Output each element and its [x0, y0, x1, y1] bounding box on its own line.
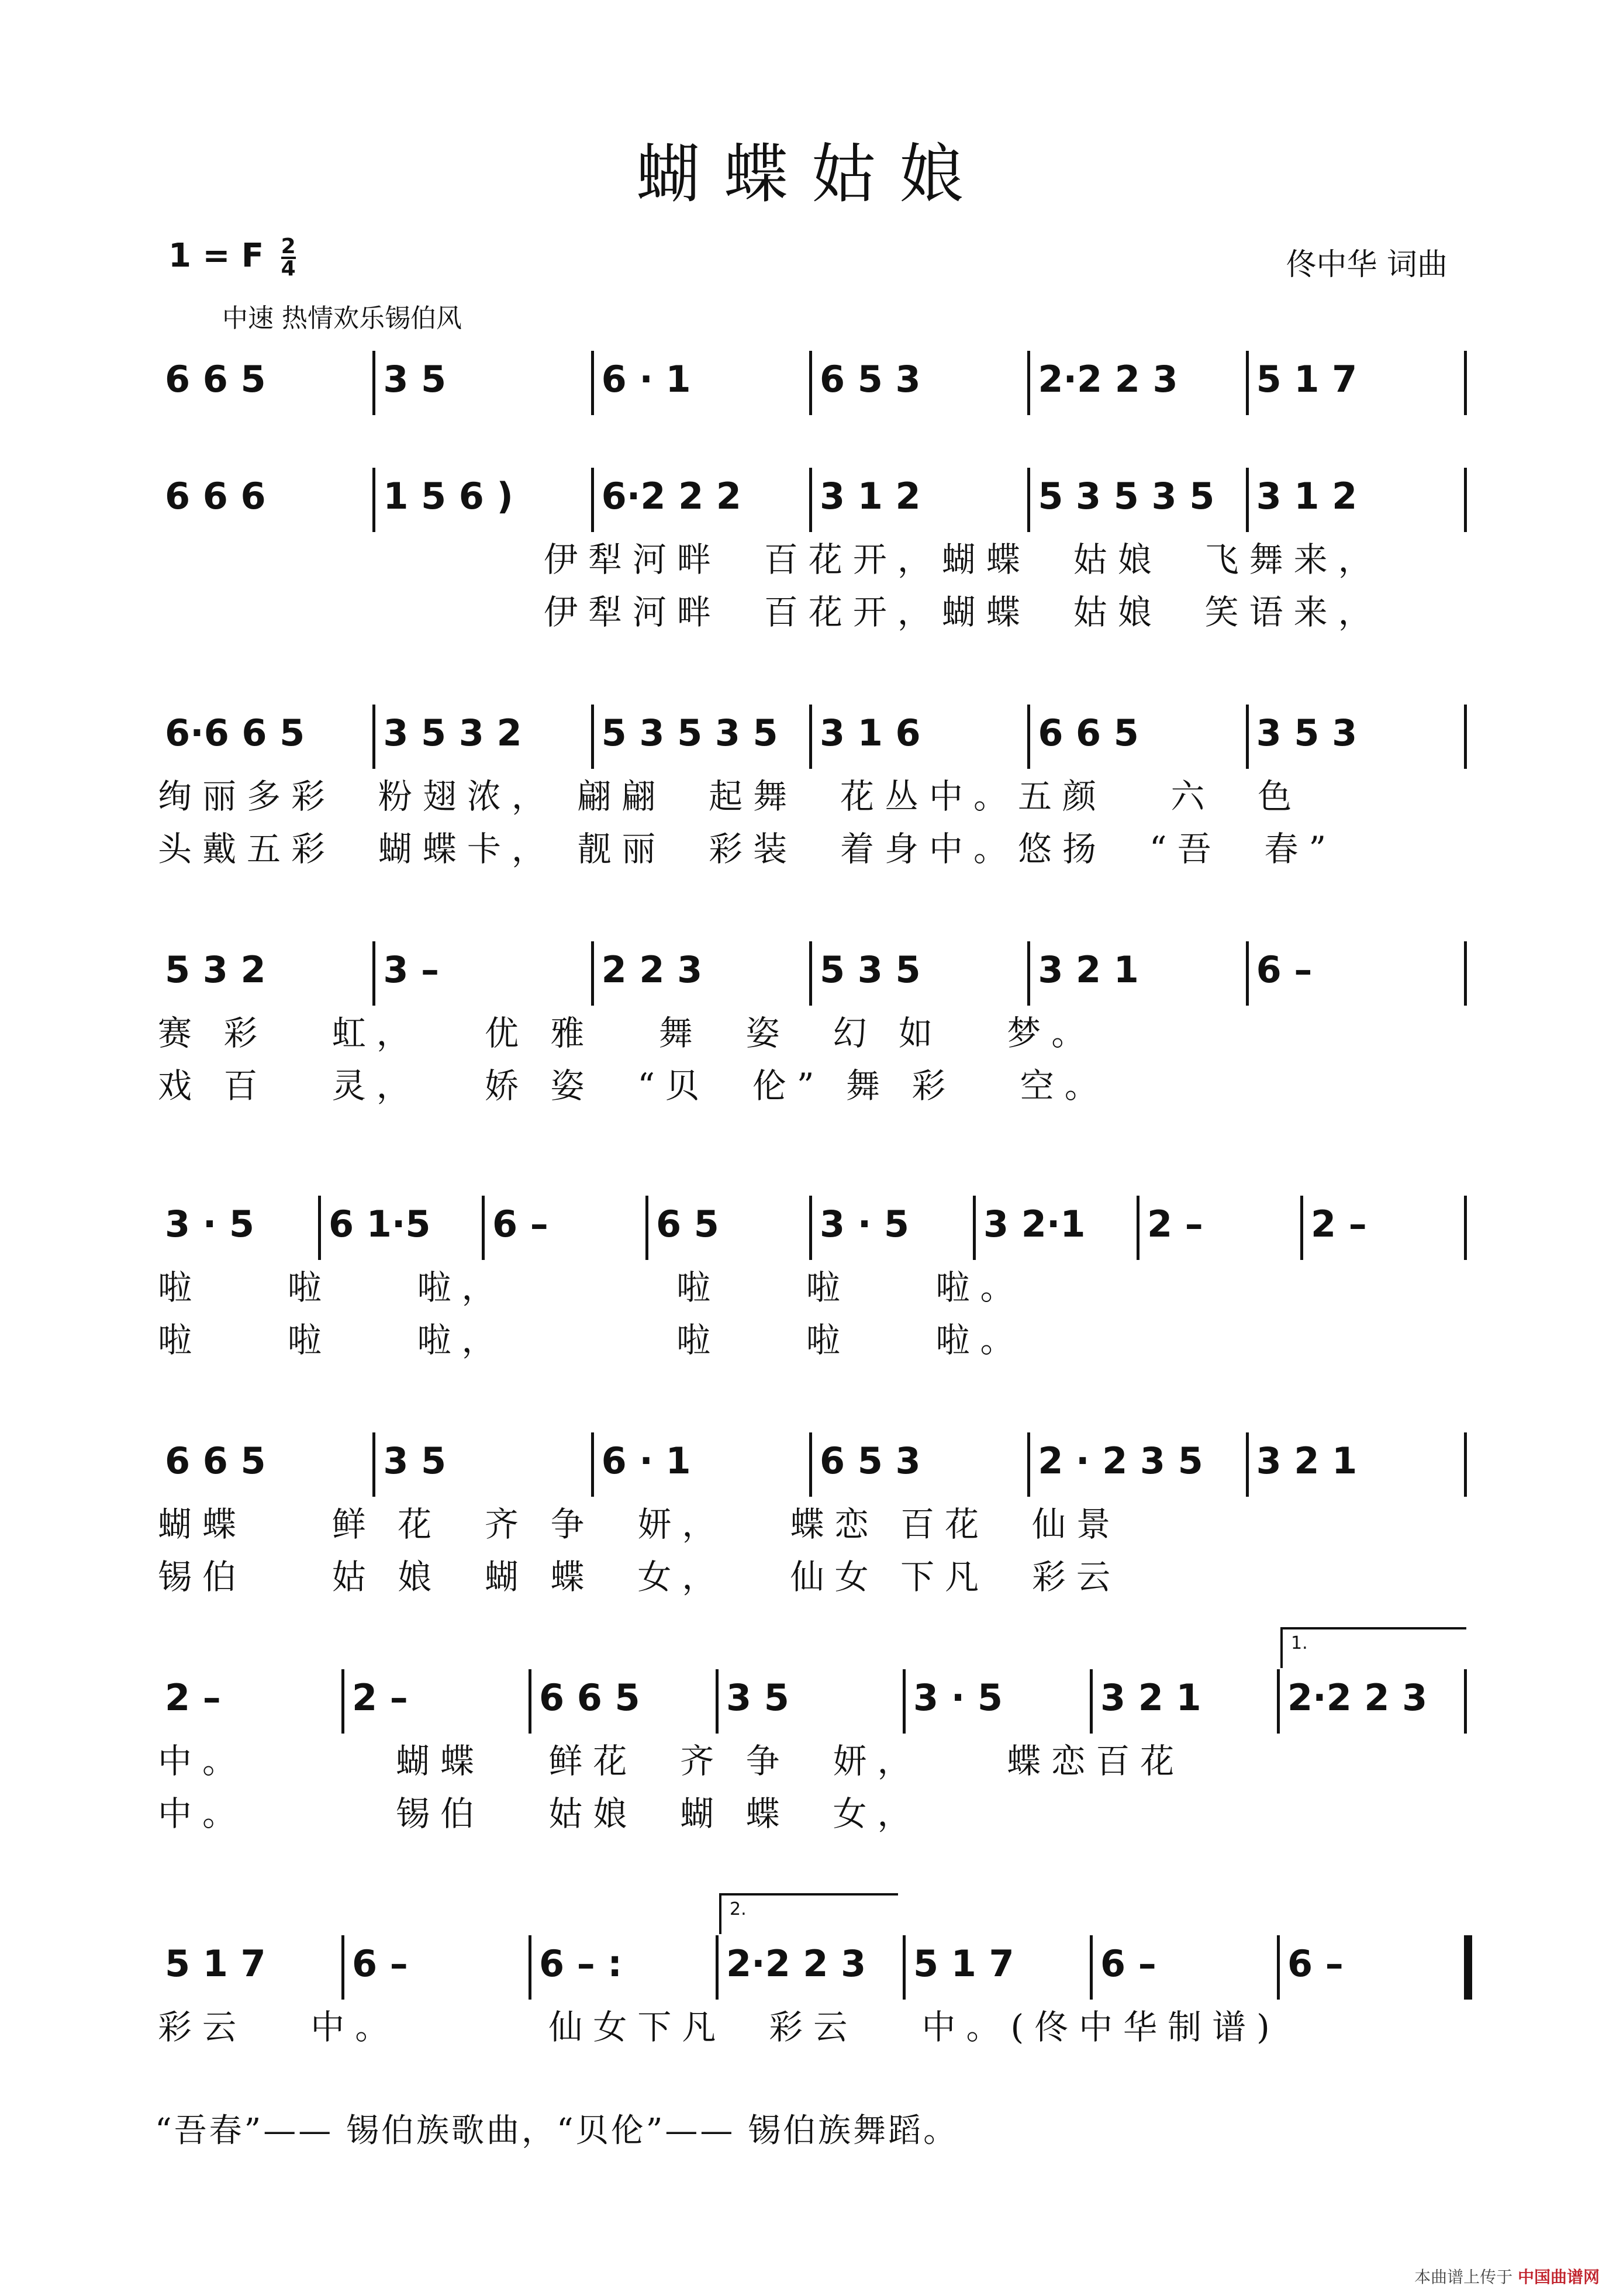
barline	[1464, 941, 1467, 1006]
barline	[1246, 941, 1249, 1006]
barline	[591, 705, 594, 769]
barline	[1464, 351, 1467, 415]
measure: 6·2 2 2	[601, 475, 741, 517]
measure: 3 5 3	[1256, 712, 1358, 754]
note-row	[158, 462, 1467, 532]
barline	[1464, 1196, 1467, 1260]
lyric-line: 啦 啦 啦， 啦 啦 啦。	[158, 1268, 1025, 1307]
barline	[903, 1935, 906, 2000]
measure: 2 –	[1147, 1203, 1203, 1245]
barline	[591, 941, 594, 1006]
lyric-line: 中。 锡伯 姑娘 蝴 蝶 女，	[158, 1794, 922, 1834]
lyric-line	[158, 2052, 1467, 2105]
lyric-line: 戏 百 灵， 娇 姿 “贝 伦” 舞 彩 空。	[158, 1066, 1109, 1106]
barline	[1464, 1669, 1467, 1734]
measure: 3 1 6	[820, 712, 921, 754]
barline	[809, 351, 812, 415]
measure: 6 –	[1287, 1942, 1344, 1985]
measure: 6 6 5	[1038, 712, 1139, 754]
measure: 6 1·5	[329, 1203, 431, 1245]
barline	[1246, 1432, 1249, 1497]
measure: 2·2 2 3	[1038, 358, 1178, 400]
barline	[482, 1196, 485, 1260]
barline	[1464, 705, 1467, 769]
barline	[809, 468, 812, 532]
upload-footer	[1414, 2264, 1600, 2288]
footnote: “吾春”—— 锡伯族歌曲，“贝伦”—— 锡伯族舞蹈。	[155, 2112, 959, 2150]
score-system	[158, 1190, 1467, 1365]
footer-text: 本曲谱上传于	[1414, 2267, 1513, 2287]
lyric-line: 赛 彩 虹， 优 雅 舞 姿 幻 如 梦。	[158, 1013, 1096, 1053]
barline	[809, 941, 812, 1006]
barline	[809, 1196, 812, 1260]
measure: 5 3 2	[165, 948, 266, 991]
note-row	[158, 1899, 1467, 2000]
note-row	[158, 1427, 1467, 1497]
barline	[529, 1935, 531, 2000]
barline	[1464, 1935, 1472, 2000]
composer-credit: 佟中华 词曲	[1286, 247, 1448, 282]
barline	[1464, 468, 1467, 532]
measure: 6 – :	[539, 1942, 623, 1985]
barline	[1027, 351, 1030, 415]
measure: 3 1 2	[820, 475, 921, 517]
lyric-line: 伊犁河畔 百花开，蝴蝶 姑娘 飞舞来，	[544, 540, 1383, 579]
barline	[372, 468, 375, 532]
barline	[1137, 1196, 1139, 1260]
barline	[372, 705, 375, 769]
measure: 5 3 5 3 5	[1038, 475, 1215, 517]
measure: 5 3 5	[820, 948, 921, 991]
measure: 3 2 1	[1038, 948, 1139, 991]
barline	[372, 941, 375, 1006]
barline	[1246, 351, 1249, 415]
lyric-line: 伊犁河畔 百花开，蝴蝶 姑娘 笑语来，	[544, 592, 1383, 632]
barline	[318, 1196, 321, 1260]
lyric-line: 啦 啦 啦， 啦 啦 啦。	[158, 1320, 1025, 1360]
barline	[1464, 1432, 1467, 1497]
barline	[1277, 1935, 1280, 2000]
measure: 2 · 2 3 5	[1038, 1439, 1203, 1482]
note-row	[158, 935, 1467, 1006]
measure: 3 5	[383, 1439, 447, 1482]
measure: 3 5 3 2	[383, 712, 522, 754]
barline	[341, 1935, 344, 2000]
measure: 3 2·1	[983, 1203, 1086, 1245]
measure: 3 · 5	[820, 1203, 910, 1245]
note-row	[158, 1633, 1467, 1734]
measure: 3 · 5	[165, 1203, 255, 1245]
barline	[716, 1669, 719, 1734]
measure: 6 6 5	[165, 358, 266, 400]
measure: 2·2 2 3	[1287, 1676, 1428, 1719]
barline	[1277, 1669, 1280, 1734]
measure: 5 1 7	[165, 1942, 266, 1985]
note-row	[158, 699, 1467, 769]
barline	[645, 1196, 648, 1260]
site-logo: 中国曲谱网	[1517, 2267, 1600, 2287]
measure: 6 –	[1256, 948, 1313, 991]
measure: 1 5 6 )	[383, 475, 513, 517]
volta-bracket: 1.	[1280, 1627, 1466, 1668]
score-system	[158, 1427, 1467, 1602]
measure: 3 2 1	[1256, 1439, 1358, 1482]
barline	[809, 1432, 812, 1497]
barline	[973, 1196, 976, 1260]
lyric-line: 锡伯 姑 娘 蝴 蝶 女， 仙女 下凡 彩云	[158, 1557, 1121, 1597]
score-system	[158, 1633, 1467, 1839]
barline	[1027, 705, 1030, 769]
barline	[1090, 1669, 1093, 1734]
score-system	[158, 462, 1467, 637]
measure: 6 –	[352, 1942, 408, 1985]
lyric-line	[158, 415, 1467, 468]
barline	[1246, 705, 1249, 769]
measure: 6 –	[492, 1203, 548, 1245]
lyric-line: 绚丽多彩 粉翅浓， 翩翩 起舞 花丛中。五颜 六 色	[158, 776, 1303, 816]
measure: 3 1 2	[1256, 475, 1358, 517]
measure: 2 –	[165, 1676, 221, 1719]
measure: 2·2 2 3	[726, 1942, 866, 1985]
measure: 3 5	[726, 1676, 789, 1719]
note-row	[158, 345, 1467, 415]
measure: 3 · 5	[913, 1676, 1003, 1719]
score-system	[158, 935, 1467, 1111]
measure: 5 1 7	[913, 1942, 1014, 1985]
score-system	[158, 699, 1467, 874]
barline	[809, 705, 812, 769]
lyric-line: 中。 蝴蝶 鲜花 齐 争 妍， 蝶恋百花	[158, 1741, 1185, 1781]
barline	[591, 351, 594, 415]
volta-bracket: 2.	[719, 1893, 898, 1934]
measure: 6 –	[1100, 1942, 1156, 1985]
tempo-marking: 中速 热情欢乐锡伯风	[222, 303, 462, 333]
measure: 6 5	[656, 1203, 719, 1245]
barline	[1027, 468, 1030, 532]
barline	[529, 1669, 531, 1734]
time-signature	[281, 234, 296, 281]
barline	[1300, 1196, 1303, 1260]
measure: 6 · 1	[601, 1439, 691, 1482]
key-signature	[168, 234, 296, 281]
measure: 3 2 1	[1100, 1676, 1201, 1719]
measure: 3 –	[383, 948, 440, 991]
barline	[372, 1432, 375, 1497]
score-system	[158, 1899, 1467, 2105]
measure: 2 2 3	[601, 948, 703, 991]
measure: 6 5 3	[820, 358, 921, 400]
measure: 6·6 6 5	[165, 712, 305, 754]
meter-bottom: 4	[281, 257, 296, 281]
measure: 6 6 5	[165, 1439, 266, 1482]
lyric-line: 蝴蝶 鲜 花 齐 争 妍， 蝶恋 百花 仙景	[158, 1504, 1121, 1544]
barline	[716, 1935, 719, 2000]
barline	[591, 1432, 594, 1497]
score-title: 蝴蝶姑娘	[636, 137, 987, 212]
meter-top: 2	[281, 234, 296, 258]
measure: 5 3 5 3 5	[601, 712, 778, 754]
measure: 3 5	[383, 358, 447, 400]
note-row	[158, 1190, 1467, 1260]
barline	[1246, 468, 1249, 532]
measure: 6 5 3	[820, 1439, 921, 1482]
barline	[372, 351, 375, 415]
measure: 6 6 6	[165, 475, 266, 517]
measure: 2 –	[1311, 1203, 1367, 1245]
barline	[341, 1669, 344, 1734]
barline	[1027, 941, 1030, 1006]
barline	[1090, 1935, 1093, 2000]
measure: 2 –	[352, 1676, 408, 1719]
measure: 5 1 7	[1256, 358, 1358, 400]
lyric-line: 彩云 中。 仙女下凡 彩云 中。(佟中华制谱)	[158, 2007, 1280, 2047]
barline	[903, 1669, 906, 1734]
barline	[591, 468, 594, 532]
barline	[1027, 1432, 1030, 1497]
lyric-line: 头戴五彩 蝴蝶卡， 靓丽 彩装 着身中。悠扬 “吾 春”	[158, 829, 1337, 869]
key-label: 1 = F	[168, 237, 264, 275]
measure: 6 6 5	[539, 1676, 640, 1719]
measure: 6 · 1	[601, 358, 691, 400]
